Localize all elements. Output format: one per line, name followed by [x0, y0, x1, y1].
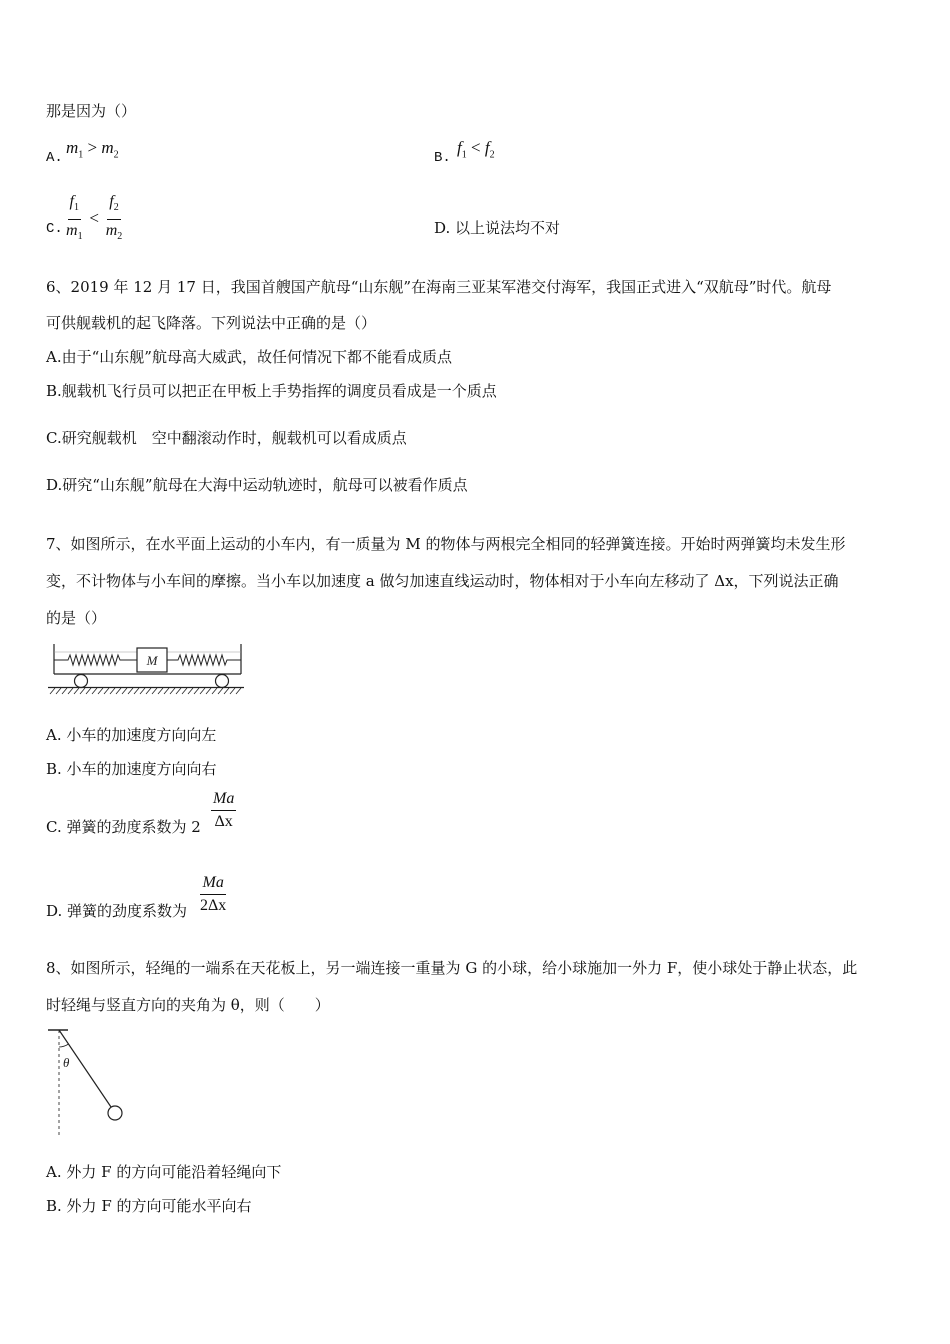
q7-option-d-numerator: Ma — [200, 874, 225, 895]
q7-stem-line3: 的是（） — [46, 609, 107, 627]
q6-stem-line2: 可供舰载机的起飞降落。下列说法中正确的是（） — [46, 314, 377, 332]
q8-stem-line1: 8、如图所示，轻绳的一端系在天花板上，另一端连接一重量为 G 的小球，给小球施加一外力 F，使小球处于静止状态，此 — [46, 959, 858, 977]
q5-option-d: D. 以上说法均不对 — [434, 219, 561, 237]
q7-option-c-denominator: Δx — [214, 813, 233, 830]
q7-option-d-denominator: 2Δx — [200, 897, 227, 914]
q5-option-c-math: $\frac{f_1}{m_1}$ < $\frac{f_2}{m_2}$ — [66, 193, 123, 243]
q7-option-c-numerator: Ma — [211, 790, 236, 811]
q5-option-b-label: B. — [434, 150, 451, 166]
q6-option-c: C.研究舰载机 空中翻滚动作时，舰载机可以看成质点 — [46, 429, 407, 447]
q7-option-a: A. 小车的加速度方向向左 — [46, 726, 217, 744]
q8-option-a: A. 外力 F 的方向可能沿着轻绳向下 — [46, 1163, 282, 1181]
q7-option-c-text: C. 弹簧的劲度系数为 2 — [46, 818, 201, 836]
q7-option-d-fraction — [198, 874, 228, 915]
q7-option-d-text: D. 弹簧的劲度系数为 — [46, 902, 188, 920]
q7-option-b: B. 小车的加速度方向向右 — [46, 760, 217, 778]
q5-option-b-math: $f_1 < f_2$ — [457, 138, 495, 161]
cart-spring-figure — [46, 640, 246, 696]
q7-stem-line2: 变，不计物体与小车间的摩擦。当小车以加速度 a 做匀加速直线运动时，物体相对于小车向左移动了 Δx，下列说法正确 — [46, 572, 839, 590]
pendulum-figure — [44, 1025, 134, 1141]
q5-option-c-label: C. — [46, 221, 63, 237]
q6-option-b: B.舰载机飞行员可以把正在甲板上手势指挥的调度员看成是一个质点 — [46, 382, 497, 400]
q5-option-a-math: $m_1 > m_2$ — [66, 138, 119, 161]
q7-stem-line1: 7、如图所示，在水平面上运动的小车内，有一质量为 M 的物体与两根完全相同的轻弹簧连接。开始时两弹簧均未发生形 — [46, 535, 846, 553]
q8-stem-line2: 时轻绳与竖直方向的夹角为 θ，则（ ） — [46, 996, 330, 1014]
q8-option-b: B. 外力 F 的方向可能水平向右 — [46, 1197, 252, 1215]
q5-stem-tail: 那是因为（） — [46, 102, 137, 120]
q7-option-c-fraction — [211, 790, 236, 831]
q6-stem-line1: 6、2019 年 12 月 17 日，我国首艘国产航母“山东舰”在海南三亚某军港交付海军，我国正式进入“双航母”时代。航母 — [46, 278, 832, 296]
mass-label: M — [146, 653, 158, 668]
q6-option-d: D.研究“山东舰”航母在大海中运动轨迹时，航母可以被看作质点 — [46, 476, 468, 494]
q5-option-a-label: A. — [46, 150, 63, 166]
q6-option-a: A.由于“山东舰”航母高大威武，故任何情况下都不能看成质点 — [46, 348, 452, 366]
angle-label: θ — [63, 1055, 70, 1070]
